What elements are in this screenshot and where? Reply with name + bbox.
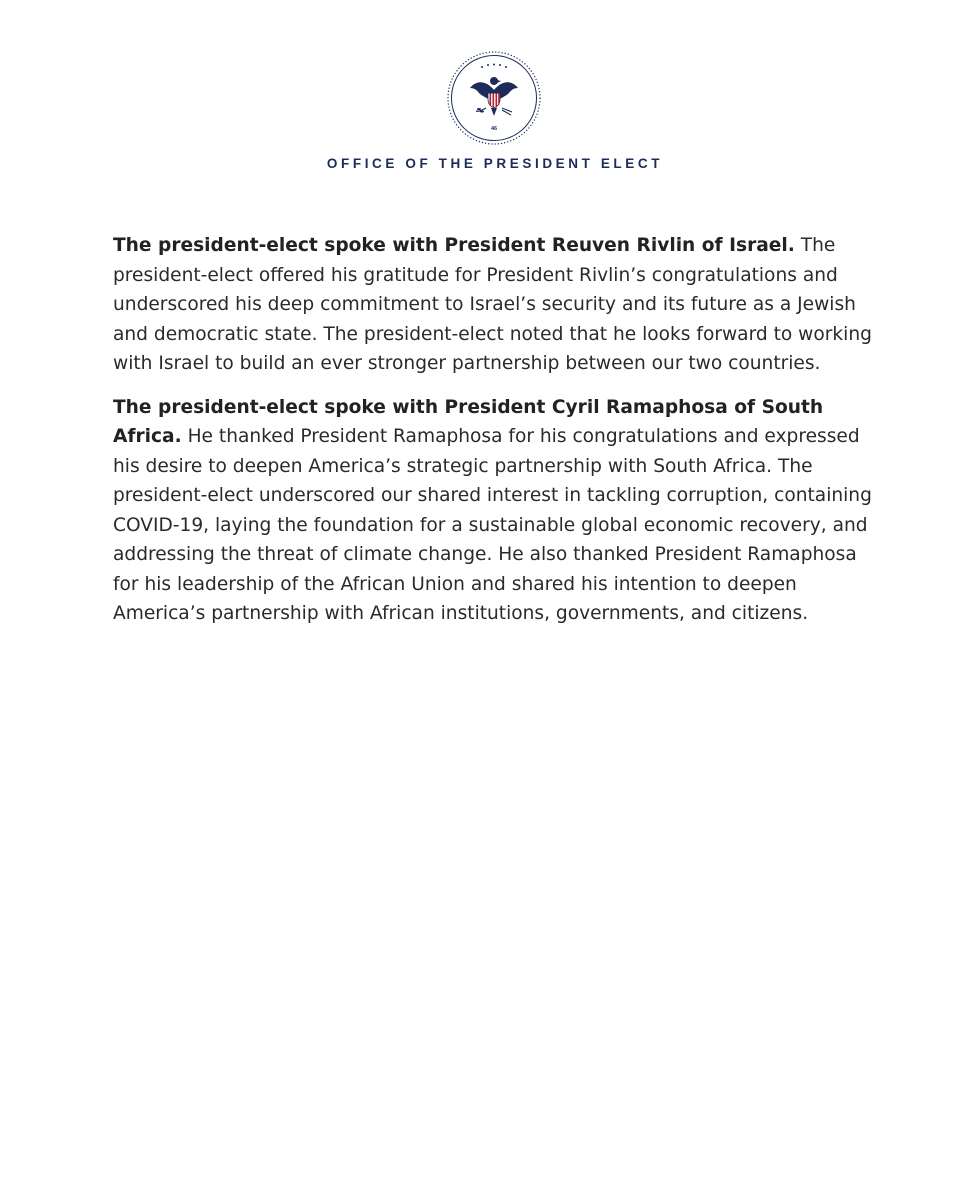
paragraph-body: He thanked President Ramaphosa for his congratulations and expressed his desire to deepen America’s strategic partnership with South Africa. The president-elect underscored our shared interest in tackling corruption, containing COVID-19, laying the foundation for a sustainable global economic recovery, and addressing the threat of climate change. He also thanked President Ramaphosa for his leadership of the African Union and shared his intention to deepen America’s partnership with African institutions, governments, and citizens. [113,426,872,624]
statement-body [113,231,873,643]
paragraph-lead: The president-elect spoke with President Reuven Rivlin of Israel. [113,235,795,256]
office-title: OFFICE OF THE PRESIDENT ELECT [326,156,664,171]
paragraph-israel [113,231,873,379]
paragraph-south-africa [113,393,873,629]
seal-number: 46 [490,126,498,132]
presidential-seal-icon [446,50,542,146]
paragraph-lead: The president-elect spoke with President Cyril Ramaphosa of South Africa. [113,396,824,447]
paragraph-body: The president-elect offered his gratitude for President Rivlin’s congratulations and underscored his deep commitment to Israel’s security and its future as a Jewish and democratic state. The president-elect noted that he looks forward to working with Israel to build an ever stronger partnership between our two countries. [113,235,872,374]
